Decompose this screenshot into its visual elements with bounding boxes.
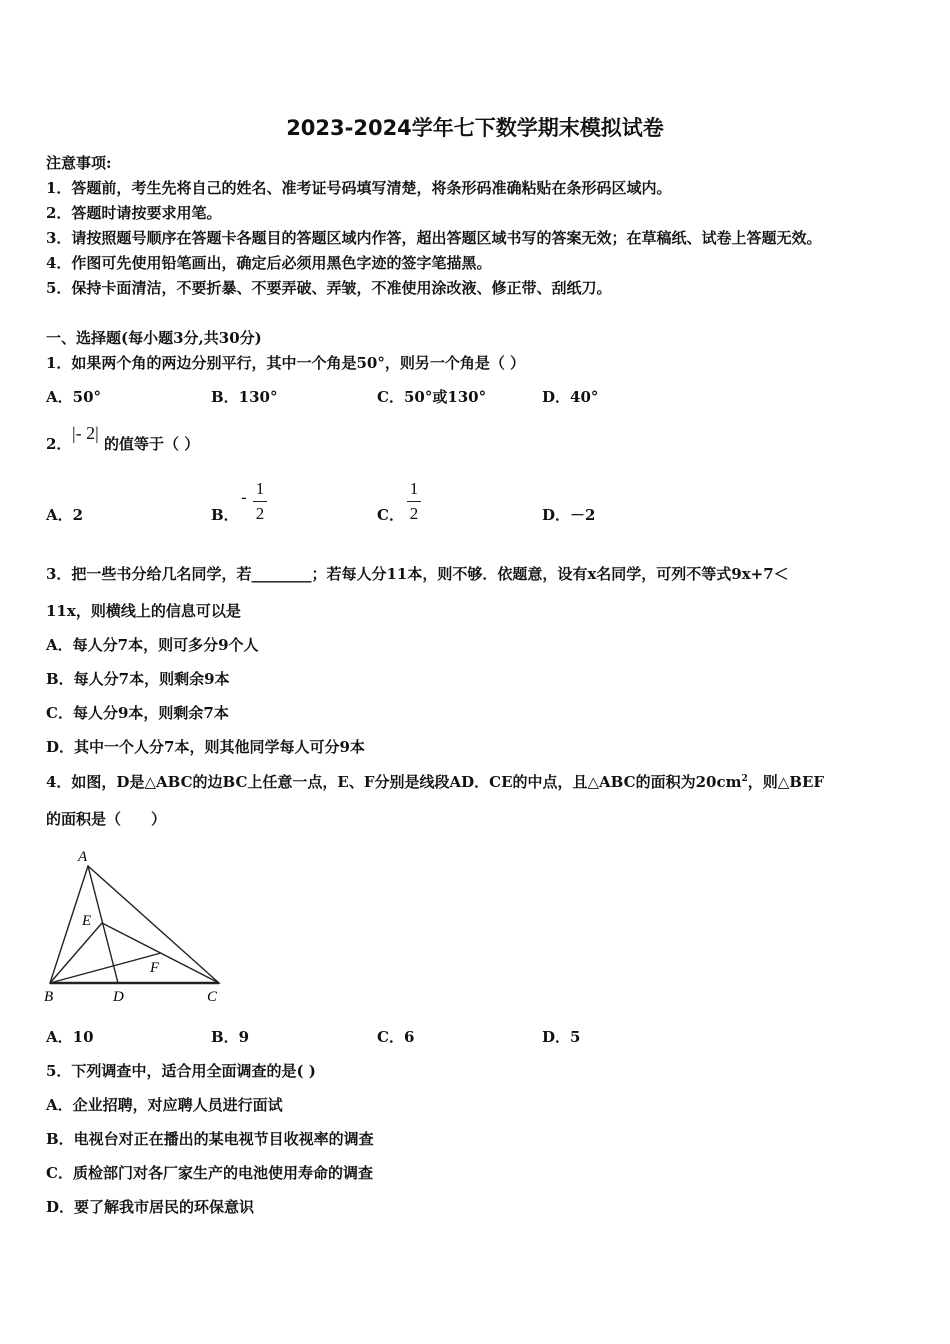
q2-option-a: A．2: [46, 506, 84, 524]
q2-option-c-fraction: [407, 479, 421, 524]
q4-stem-part2: ，则△BEF: [747, 773, 825, 791]
q5-option-a: A．企业招聘，对应聘人员进行面试: [46, 1096, 283, 1114]
q4-stem-line1: [46, 771, 824, 792]
q4-option-b: B．9: [211, 1028, 250, 1046]
label-c: C: [207, 989, 218, 1005]
fraction-bar: [407, 501, 421, 502]
q3-option-b: B．每人分7本，则剩余9本: [46, 670, 230, 688]
triangle-abc: [50, 866, 219, 983]
fraction-denominator: 2: [409, 504, 419, 523]
q2-option-d: D．－2: [542, 506, 596, 524]
q4-stem-line2: 的面积是（ ）: [46, 810, 167, 828]
q1-option-b: B．130°: [211, 388, 278, 406]
label-a: A: [78, 849, 88, 865]
label-e: E: [82, 913, 92, 929]
q5-stem: 5．下列调查中，适合用全面调查的是( ): [46, 1062, 316, 1080]
q3-option-c: C．每人分9本，则剩余7本: [46, 704, 229, 722]
q2-option-c-label: C．: [377, 506, 404, 524]
page-title: 2023-2024学年七下数学期末模拟试卷: [286, 116, 664, 140]
notice-item: 4．作图可先使用铅笔画出，确定后必须用黑色字迹的签字笔描黑。: [46, 254, 492, 272]
notice-item: 3．请按照题号顺序在答题卡各题目的答题区域内作答，超出答题区域书写的答案无效；在草稿纸、试卷上答题无效。: [46, 229, 822, 247]
q4-option-c: C．6: [377, 1028, 415, 1046]
q2-absolute-value: |- 2|: [72, 423, 99, 443]
notice-item: 2．答题时请按要求用笔。: [46, 204, 222, 222]
q3-option-a: A．每人分7本，则可多分9个人: [46, 636, 259, 654]
q1-option-c: C．50°或130°: [377, 388, 487, 406]
label-b: B: [44, 989, 54, 1005]
q4-triangle-figure: [40, 843, 230, 1008]
q3-stem-line2: 11x，则横线上的信息可以是: [46, 602, 241, 620]
q2-option-b-sign: -: [241, 488, 247, 508]
label-d: D: [113, 989, 124, 1005]
q1-stem: 1．如果两个角的两边分别平行，其中一个角是50°，则另一个角是（ ）: [46, 354, 526, 372]
q3-option-d: D．其中一个人分7本，则其他同学每人可分9本: [46, 738, 365, 756]
q4-stem-part1: 4．如图，D是△ABC的边BC上任意一点，E、F分别是线段AD．CE的中点，且△ABC的面积为20cm: [46, 773, 742, 791]
q5-option-b: B．电视台对正在播出的某电视节目收视率的调查: [46, 1130, 374, 1148]
q4-option-d: D．5: [542, 1028, 581, 1046]
fraction-numerator: 1: [409, 479, 419, 498]
notice-item: 1．答题前，考生先将自己的姓名、准考证号码填写清楚，将条形码准确粘贴在条形码区域内。: [46, 179, 672, 197]
q5-option-d: D．要了解我市居民的环保意识: [46, 1198, 255, 1216]
q3-stem-line1: 3．把一些书分给几名同学，若________；若每人分11本，则不够．依题意，设有x名同学，可列不等式9x+7＜: [46, 565, 789, 583]
q1-option-d: D．40°: [542, 388, 599, 406]
section-heading: 一、选择题(每小题3分,共30分): [46, 329, 262, 347]
q1-option-a: A．50°: [46, 388, 102, 406]
segment-bf: [50, 953, 161, 983]
q2-number: 2．: [46, 435, 72, 453]
label-f: F: [150, 960, 160, 976]
fraction-denominator: 2: [255, 504, 265, 523]
q2-option-b-label: B．: [211, 506, 239, 524]
q2-tail: 的值等于（ ）: [104, 435, 200, 453]
fraction-numerator: 1: [255, 479, 265, 498]
q5-option-c: C．质检部门对各厂家生产的电池使用寿命的调查: [46, 1164, 373, 1182]
fraction-bar: [253, 501, 267, 502]
segment-be: [50, 923, 102, 983]
q4-option-a: A．10: [46, 1028, 94, 1046]
notice-heading: 注意事项:: [46, 154, 112, 172]
q2-option-b-fraction: [253, 479, 267, 524]
notice-item: 5．保持卡面清洁，不要折暴、不要弄破、弄皱，不准使用涂改液、修正带、刮纸刀。: [46, 279, 612, 297]
q4-superscript: 2: [741, 774, 748, 784]
